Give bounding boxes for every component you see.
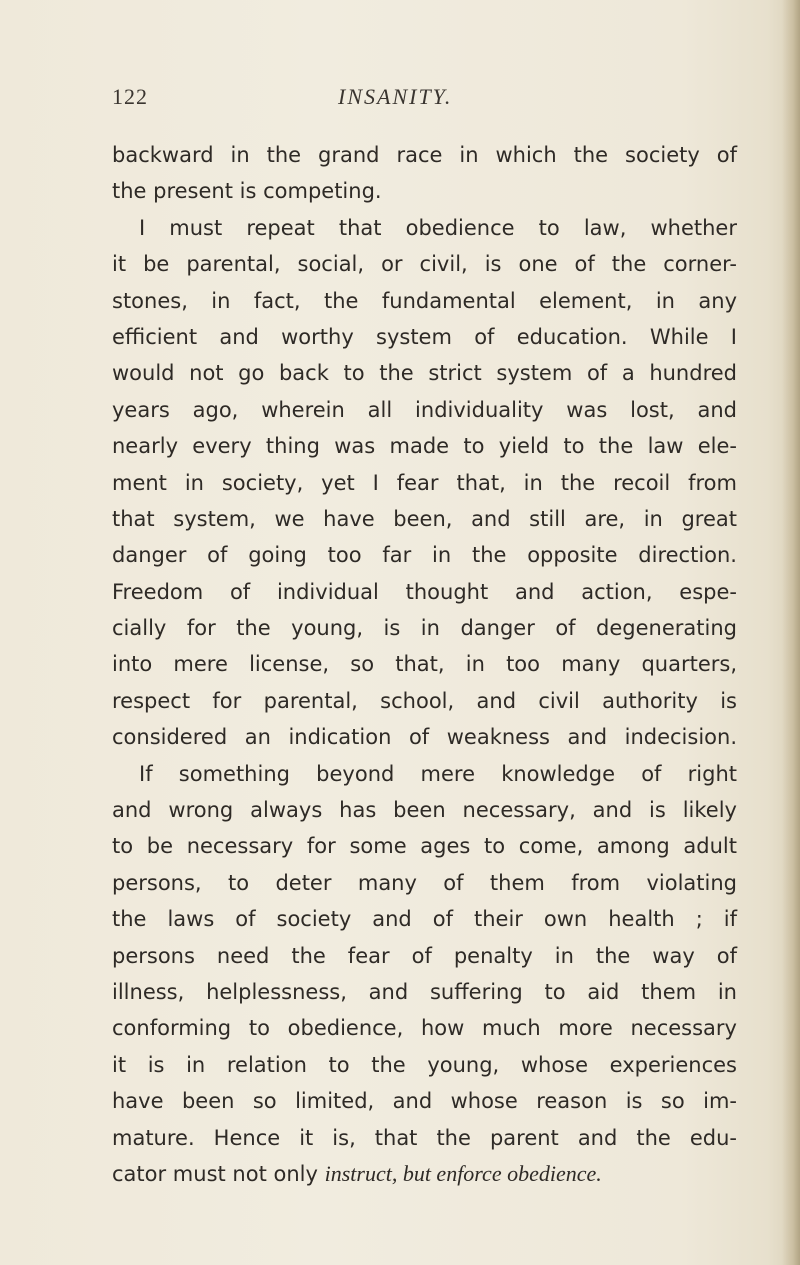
text-line: stones, in fact, the fundamental element, in any [112, 288, 737, 313]
emphasis-text: instruct, but enforce obedience. [324, 1160, 602, 1186]
text-line: Freedom of individual thought and action, espe- [112, 579, 737, 604]
text-line: the laws of society and of their own health ; if [112, 907, 737, 932]
text-line: mature. Hence it is, that the parent and the edu- [112, 1125, 737, 1150]
text-line: that system, we have been, and still are, in great [112, 506, 737, 531]
text-line: conforming to obedience, how much more necessary [112, 1016, 737, 1041]
text-line: ment in society, yet I fear that, in the recoil from [112, 470, 737, 495]
text-line: I must repeat that obedience to law, whether [139, 215, 737, 240]
text-line: backward in the grand race in which the society of [112, 143, 737, 167]
text-line: into mere license, so that, in too many quarters, [112, 652, 737, 677]
final-text-line [112, 1156, 737, 1192]
text-line: have been so limited, and whose reason is so im- [112, 1089, 737, 1114]
text-line: persons, to deter many of them from violating [112, 870, 737, 895]
page-edge-shadow [782, 0, 800, 1265]
text-line: and wrong always has been necessary, and is likely [112, 798, 737, 823]
text-line: danger of going too far in the opposite direction. [112, 543, 737, 568]
text-line: nearly every thing was made to yield to the law ele- [112, 434, 737, 459]
text-line: the present is competing. [112, 179, 382, 204]
running-title: INSANITY. [338, 84, 453, 109]
page-header [112, 84, 732, 114]
text-line: cially for the young, is in danger of degenerating [112, 616, 737, 641]
text-line: it is in relation to the young, whose experiences [112, 1052, 737, 1077]
text-line: persons need the fear of penalty in the way of [112, 943, 737, 968]
text-line: would not go back to the strict system of a hundred [112, 361, 737, 386]
text-line: years ago, wherein all individuality was lost, and [112, 397, 737, 422]
page-number: 122 [112, 84, 148, 109]
text-line: If something beyond mere knowledge of right [139, 761, 737, 786]
text-line: considered an indication of weakness and indecision. [112, 725, 737, 750]
text-line: it be parental, social, or civil, is one of the corner- [112, 252, 737, 277]
body-text [112, 137, 737, 1192]
final-line-prefix: cator must not only [112, 1161, 325, 1186]
text-line: respect for parental, school, and civil authority is [112, 688, 737, 713]
text-line: illness, helplessness, and suffering to aid them in [112, 979, 737, 1004]
text-line: efficient and worthy system of education. While I [112, 324, 737, 349]
text-line: to be necessary for some ages to come, among adult [112, 834, 737, 859]
